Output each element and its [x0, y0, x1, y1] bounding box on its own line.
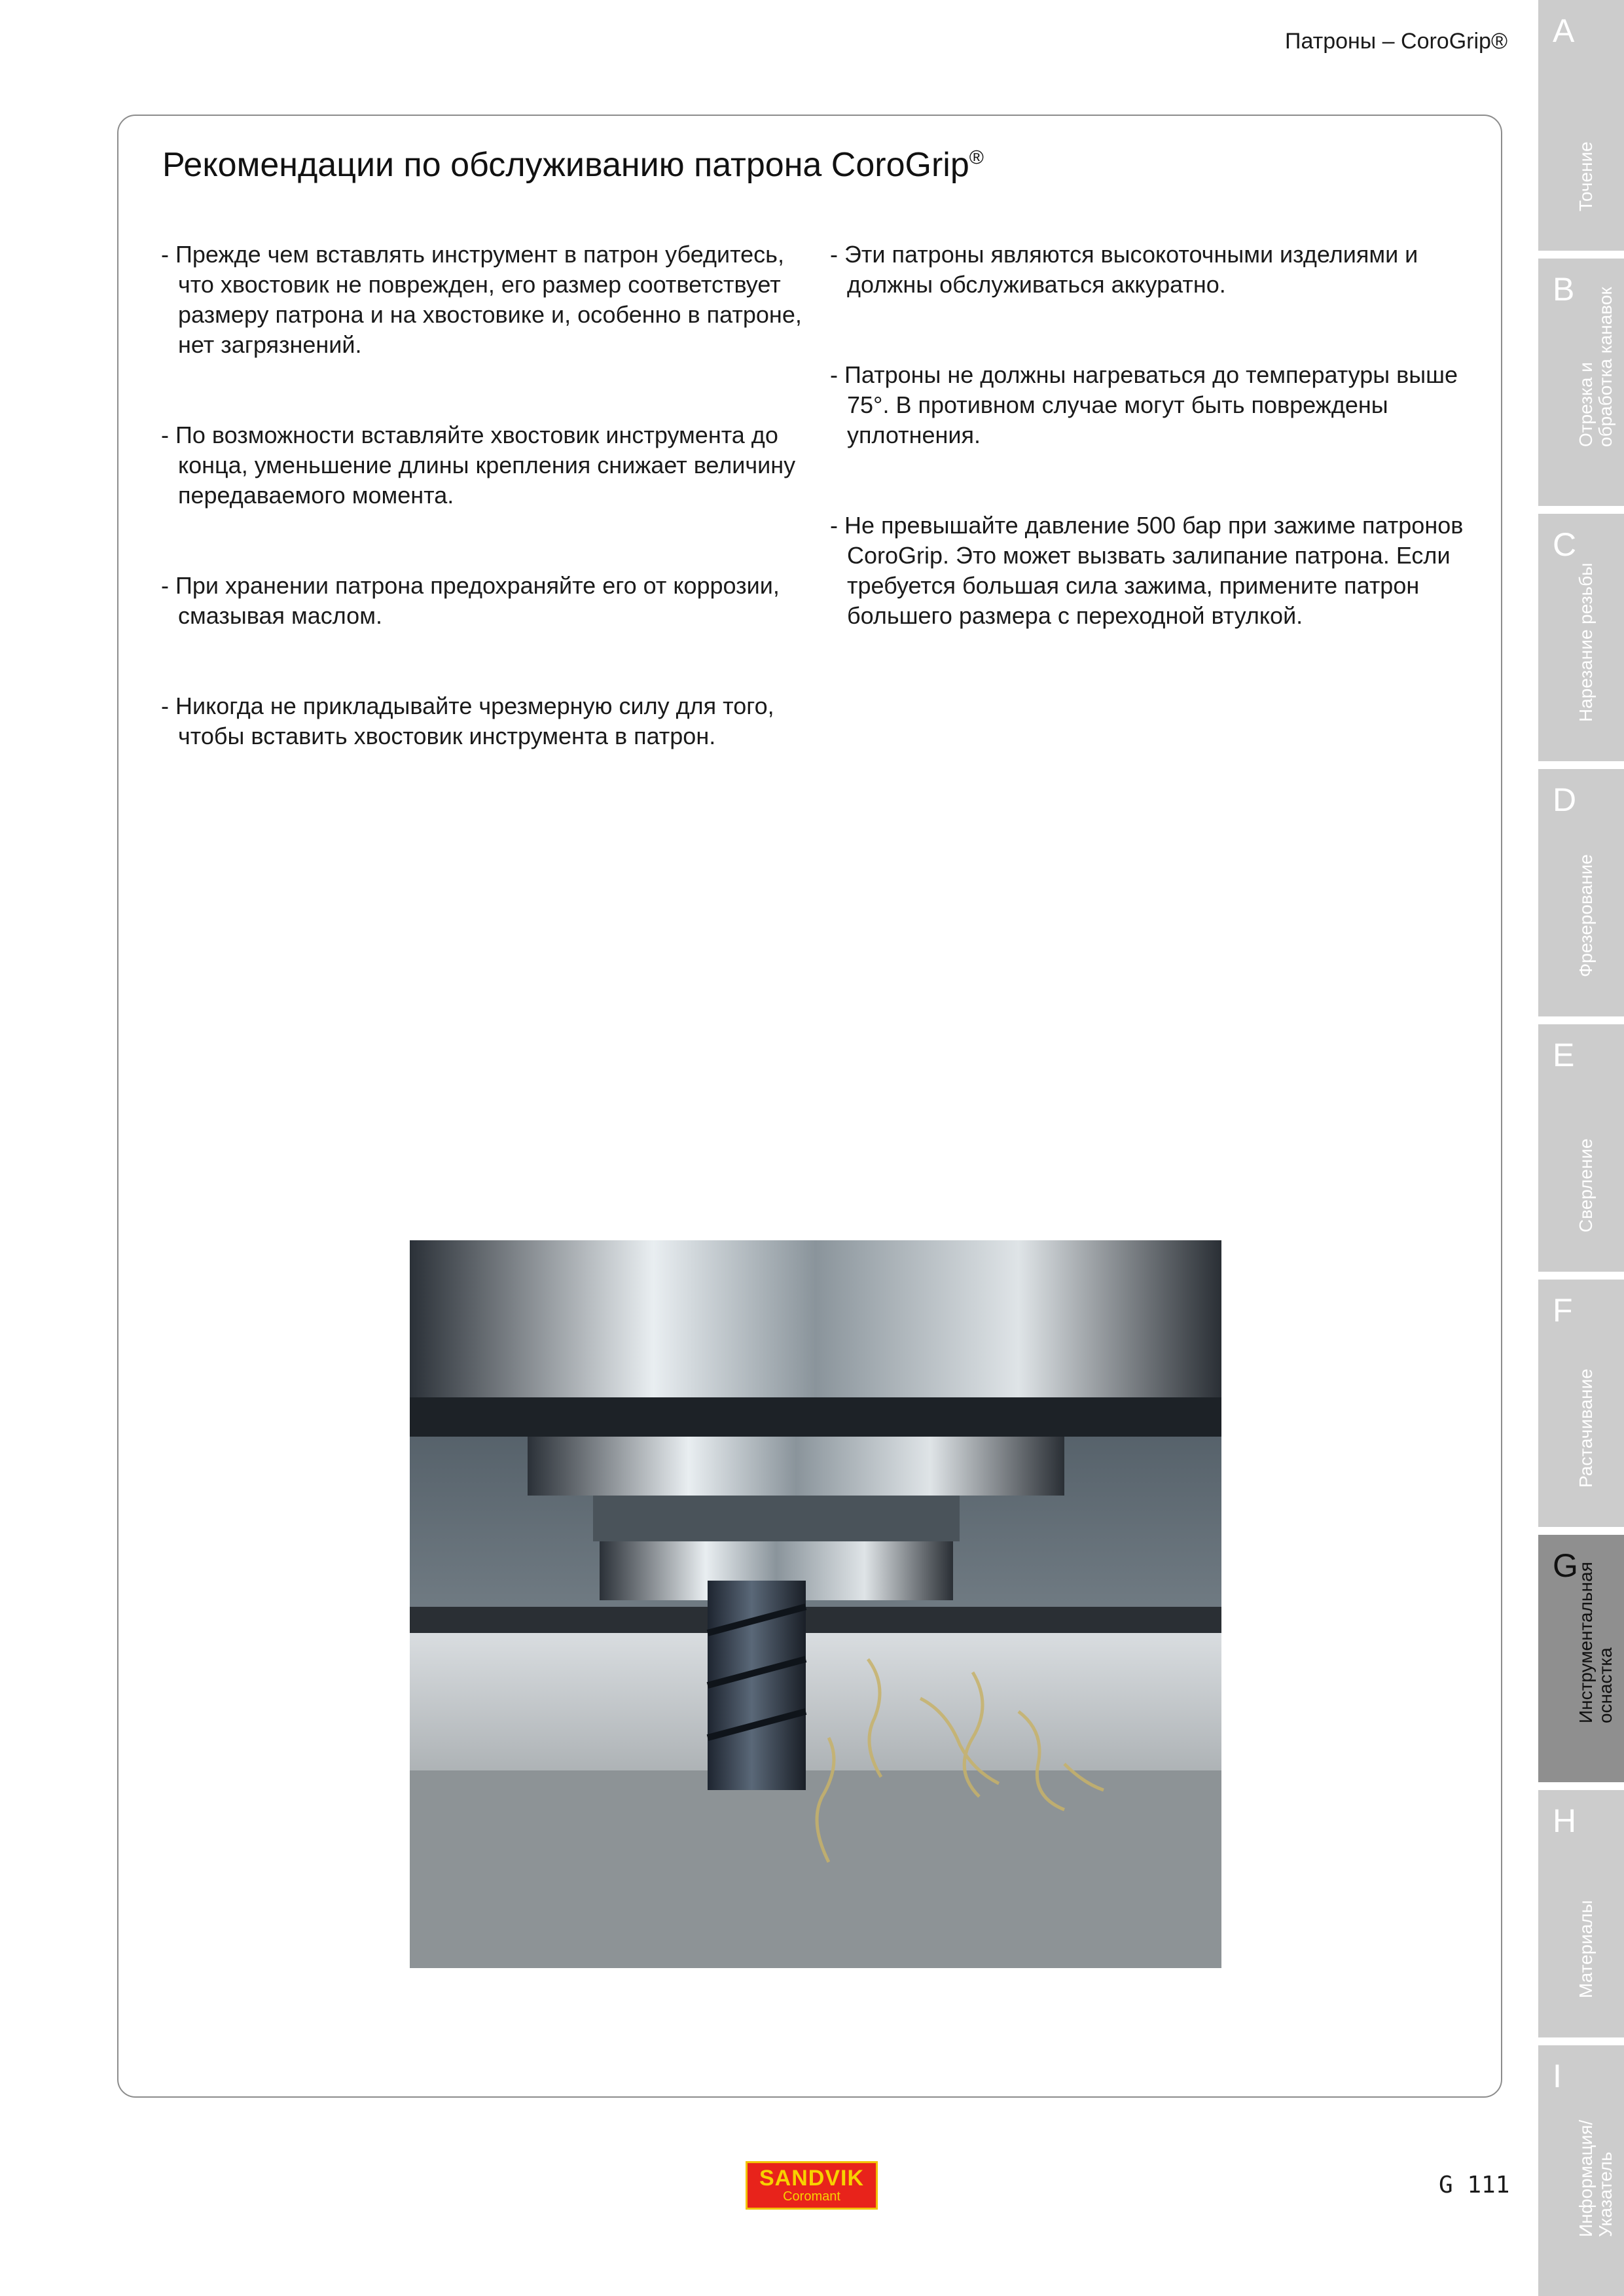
tab-info-index[interactable]	[1538, 2045, 1624, 2296]
tab-label: Сверление	[1576, 1138, 1596, 1232]
tab-letter: C	[1553, 526, 1577, 563]
tab-label: Материалы	[1576, 1900, 1596, 1998]
tab-materials[interactable]	[1538, 1790, 1624, 2037]
tab-tooling-systems[interactable]	[1538, 1535, 1624, 1782]
tab-label: Информация/ Указатель	[1576, 2119, 1615, 2237]
tab-letter: A	[1553, 12, 1575, 49]
tab-milling[interactable]	[1538, 769, 1624, 1016]
tab-turning[interactable]	[1538, 0, 1624, 251]
tab-letter: E	[1553, 1037, 1575, 1073]
running-header: Патроны – CoroGrip®	[1285, 29, 1507, 54]
tab-label: Фрезерование	[1576, 854, 1596, 977]
tab-label: Точение	[1576, 141, 1596, 211]
page-title-text: Рекомендации по обслуживанию патрона CoroGrip	[162, 146, 969, 184]
tab-letter: H	[1553, 1803, 1577, 1839]
tab-drilling[interactable]	[1538, 1024, 1624, 1272]
page-number: G 111	[1439, 2172, 1510, 2198]
tab-label: Инструментальная оснастка	[1576, 1562, 1615, 1723]
tab-boring[interactable]	[1538, 1280, 1624, 1527]
tab-label: Растачивание	[1576, 1369, 1596, 1488]
tab-label: Отрезка и обработка канавок	[1576, 287, 1615, 447]
registered-mark: ®	[969, 147, 984, 169]
left-column	[161, 240, 809, 812]
tab-label: Нарезание резьбы	[1576, 562, 1596, 722]
logo-line2: Coromant	[783, 2189, 840, 2204]
page-title	[162, 145, 984, 185]
list-item: - Эти патроны являются высокоточными изделиями и должны обслуживаться аккуратно.	[830, 241, 1418, 298]
list-item: - По возможности вставляйте хвостовик инструмента до конца, уменьшение длины крепления снижает величину передаваемого момента.	[161, 422, 796, 509]
sandvik-logo	[746, 2161, 878, 2210]
milling-photo	[410, 1240, 1221, 1968]
tab-threading[interactable]	[1538, 514, 1624, 761]
tab-letter: D	[1553, 781, 1577, 818]
right-column	[830, 240, 1478, 691]
tab-letter: I	[1553, 2058, 1562, 2094]
tab-letter: F	[1553, 1292, 1573, 1329]
tab-letter: G	[1553, 1547, 1578, 1584]
logo-line1: SANDVIK	[759, 2166, 865, 2191]
list-item: - Патроны не должны нагреваться до температуры выше 75°. В противном случае могут быть повреждены уплотнения.	[830, 361, 1458, 448]
list-item: - При хранении патрона предохраняйте его от коррозии, смазывая маслом.	[161, 572, 780, 629]
tab-parting-grooving[interactable]	[1538, 259, 1624, 506]
tab-letter: B	[1553, 271, 1575, 308]
list-item: - Не превышайте давление 500 бар при зажиме патронов CoroGrip. Это может вызвать залипание патрона. Если требуется большая сила зажима, примените патрон большего размера с переходной втулкой.	[830, 512, 1464, 629]
list-item: - Никогда не прикладывайте чрезмерную силу для того, чтобы вставить хвостовик инструмента в патрон.	[161, 692, 774, 749]
list-item: - Прежде чем вставлять инструмент в патрон убедитесь, что хвостовик не поврежден, его размер соответствует размеру патрона и на хвостовике и, особенно в патроне, нет загрязнений.	[161, 241, 802, 358]
